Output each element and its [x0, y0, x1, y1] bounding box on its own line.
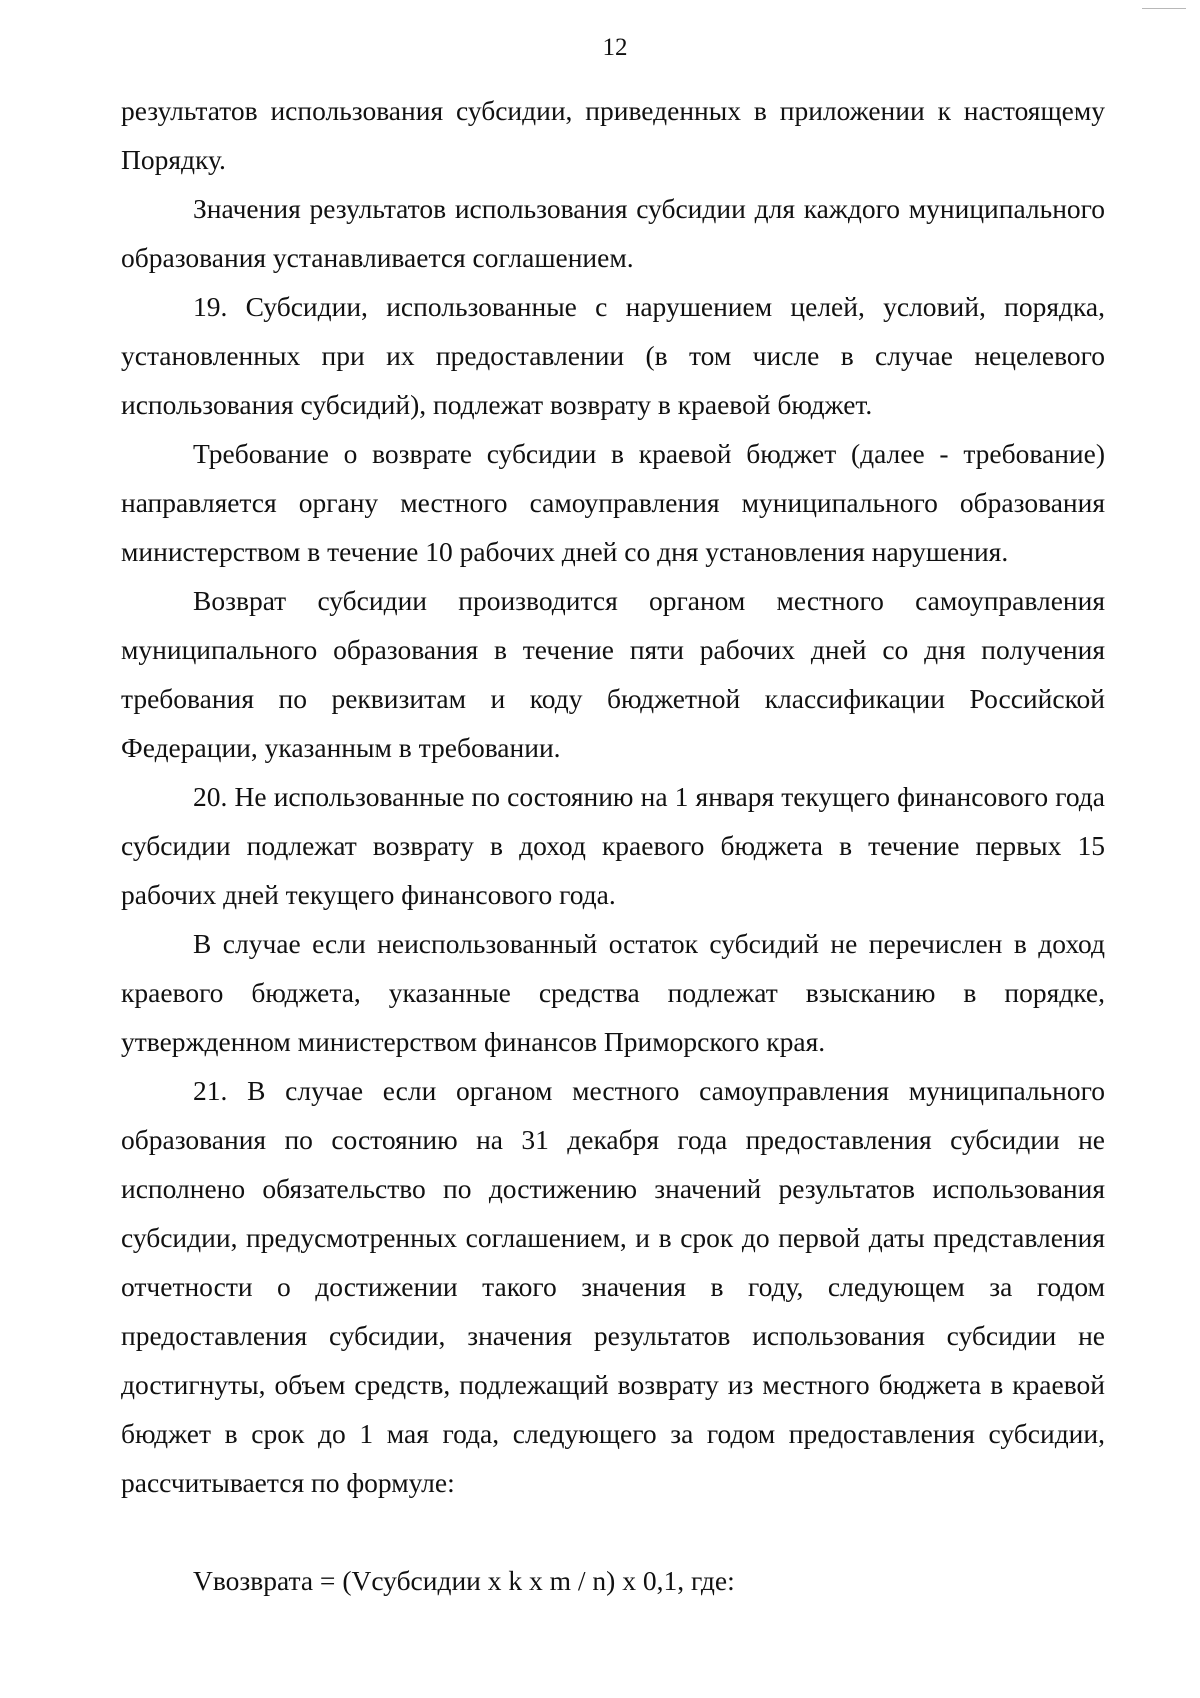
paragraph-results-values: Значения результатов использования субсидии для каждого муниципального образования устанавливается соглашением. — [121, 193, 1105, 273]
paragraph-return-procedure: Возврат субсидии производится органом местного самоуправления муниципального образования в течение пяти рабочих дней со дня получения требования по реквизитам и коду бюджетной классификации Российской Федерации, указанным в требовании. — [121, 585, 1105, 763]
paragraph-return-demand: Требование о возврате субсидии в краевой бюджет (далее - требование) направляется органу местного самоуправления муниципального образования министерством в течение 10 рабочих дней со дня установления нарушения. — [121, 438, 1105, 567]
document-body — [121, 86, 1105, 1605]
scan-edge-mark — [1142, 8, 1186, 9]
paragraph-unused-balance: В случае если неиспользованный остаток субсидий не перечислен в доход краевого бюджета, указанные средства подлежат взысканию в порядке, утвержденном министерством финансов Приморского края. — [121, 928, 1105, 1057]
paragraph-continuation: результатов использования субсидии, приведенных в приложении к настоящему Порядку. — [121, 95, 1105, 175]
page-number: 12 — [602, 34, 628, 61]
paragraph-clause-21: 21. В случае если органом местного самоуправления муниципального образования по состоянию на 31 декабря года предоставления субсидии не исполнено обязательство по достижению значений результатов использования субсидии, предусмотренных соглашением, и в срок до первой даты представления отчетности о достижении такого значения в году, следующем за годом предоставления субсидии, значения результатов использования субсидии не достигнуты, объем средств, подлежащий возврату из местного бюджета в краевой бюджет в срок до 1 мая года, следующего за годом предоставления субсидии, рассчитывается по формуле: — [121, 1075, 1105, 1498]
paragraph-clause-19: 19. Субсидии, использованные с нарушением целей, условий, порядка, установленных при их предоставлении (в том числе в случае нецелевого использования субсидий), подлежат возврату в краевой бюджет. — [121, 291, 1105, 420]
paragraph-clause-20: 20. Не использованные по состоянию на 1 января текущего финансового года субсидии подлежат возврату в доход краевого бюджета в течение первых 15 рабочих дней текущего финансового года. — [121, 781, 1105, 910]
return-formula: Vвозврата = (Vсубсидии x k x m / n) x 0,1, где: — [193, 1565, 735, 1596]
